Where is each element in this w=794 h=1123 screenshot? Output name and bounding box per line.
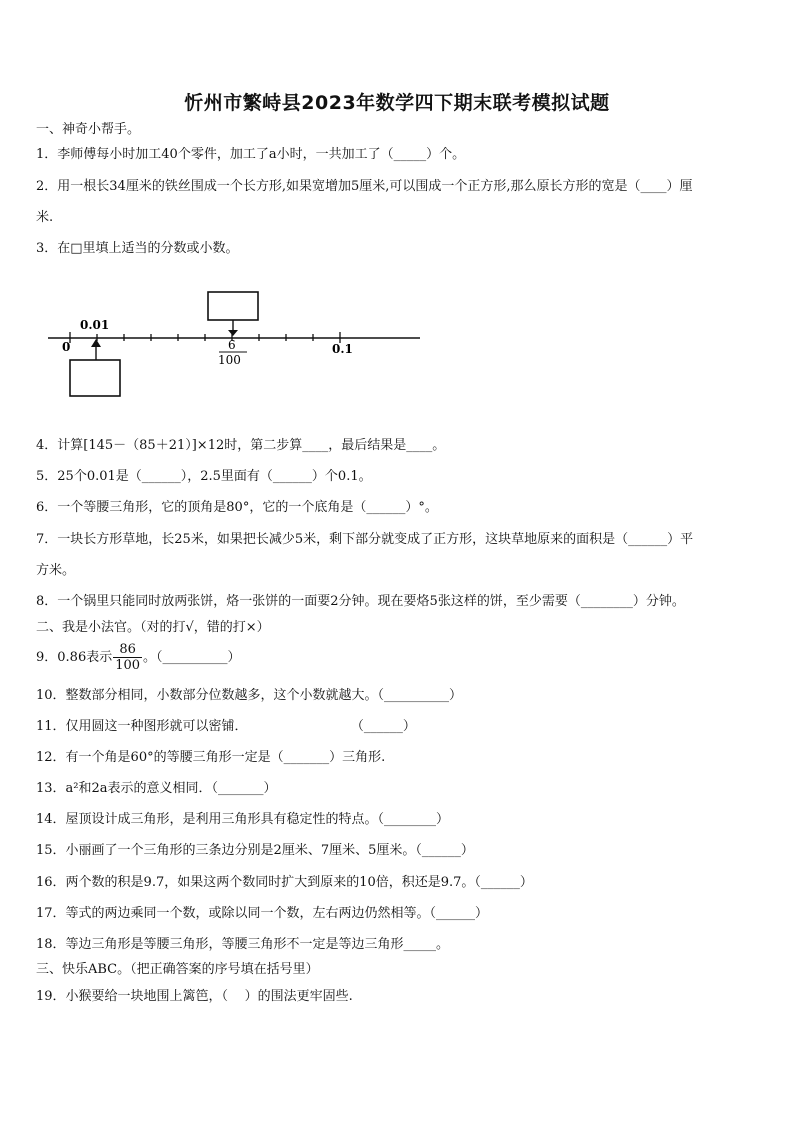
answer-box-bottom xyxy=(70,360,120,396)
question-6: 6．一个等腰三角形，它的顶角是80°，它的一个底角是（______）°。 xyxy=(36,500,438,515)
question-10: 10．整数部分相同，小数部分位数越多，这个小数就越大。（__________） xyxy=(36,688,463,703)
question-15: 15．小丽画了一个三角形的三条边分别是2厘米、7厘米、5厘米。（______） xyxy=(36,843,474,858)
number-line-figure xyxy=(40,285,430,400)
question-12: 12．有一个角是60°的等腰三角形一定是（_______）三角形. xyxy=(36,750,386,765)
question-9-suffix: 。（__________） xyxy=(143,650,241,665)
section2-heading: 二、我是小法官。（对的打√，错的打×） xyxy=(36,620,270,635)
label-6: 6 xyxy=(228,338,236,352)
question-18: 18．等边三角形是等腰三角形，等腰三角形不一定是等边三角形_____。 xyxy=(36,937,450,952)
page-title: 忻州市繁峙县2023年数学四下期末联考模拟试题 xyxy=(184,92,610,114)
fraction-86-100 xyxy=(113,642,142,673)
question-13: 13．a²和2a表示的意义相同．（_______） xyxy=(36,781,277,796)
question-1: 1．李师傅每小时加工40个零件，加工了a小时，一共加工了（_____）个。 xyxy=(36,147,466,162)
label-0-1: 0.1 xyxy=(332,342,353,356)
fraction-numerator: 86 xyxy=(113,642,142,658)
label-100: 100 xyxy=(218,353,241,367)
question-3: 3．在□里填上适当的分数或小数。 xyxy=(36,241,239,256)
label-0-01: 0.01 xyxy=(80,318,110,332)
section3-heading: 三、快乐ABC。（把正确答案的序号填在括号里） xyxy=(36,962,319,977)
arrow-down-icon xyxy=(228,330,238,336)
question-2-line2: 米. xyxy=(36,210,54,225)
question-11: 11．仅用圆这一种图形就可以密铺． （______） xyxy=(36,719,416,734)
fraction-denominator: 100 xyxy=(115,658,141,673)
question-5: 5．25个0.01是（______），2.5里面有（______）个0.1。 xyxy=(36,469,372,484)
answer-box-top xyxy=(208,292,258,320)
question-17: 17．等式的两边乘同一个数，或除以同一个数，左右两边仍然相等。（______） xyxy=(36,906,489,921)
question-4: 4．计算[145－（85＋21）]×12时，第二步算____，最后结果是____。 xyxy=(36,438,446,453)
question-19: 19．小猴要给一块地围上篱笆，（ ）的围法更牢固些. xyxy=(36,989,353,1004)
question-2-line1: 2．用一根长34厘米的铁丝围成一个长方形,如果宽增加5厘米,可以围成一个正方形,那么原长方形的宽是（____）厘 xyxy=(36,179,693,194)
question-9-prefix: 9．0.86表示 xyxy=(36,650,113,665)
label-0: 0 xyxy=(62,340,71,354)
question-9 xyxy=(36,642,766,673)
question-16: 16．两个数的积是9.7，如果这两个数同时扩大到原来的10倍，积还是9.7。（______） xyxy=(36,875,533,890)
question-8: 8．一个锅里只能同时放两张饼，烙一张饼的一面要2分钟。现在要烙5张这样的饼，至少需要（________）分钟。 xyxy=(36,594,685,609)
question-7-line2: 方米。 xyxy=(36,563,76,578)
question-14: 14．屋顶设计成三角形，是利用三角形具有稳定性的特点。（________） xyxy=(36,812,450,827)
arrow-up-icon xyxy=(91,339,101,347)
question-7-line1: 7．一块长方形草地，长25米，如果把长减少5米，剩下部分就变成了正方形，这块草地原来的面积是（______）平 xyxy=(36,532,694,547)
section1-heading: 一、神奇小帮手。 xyxy=(36,122,141,137)
